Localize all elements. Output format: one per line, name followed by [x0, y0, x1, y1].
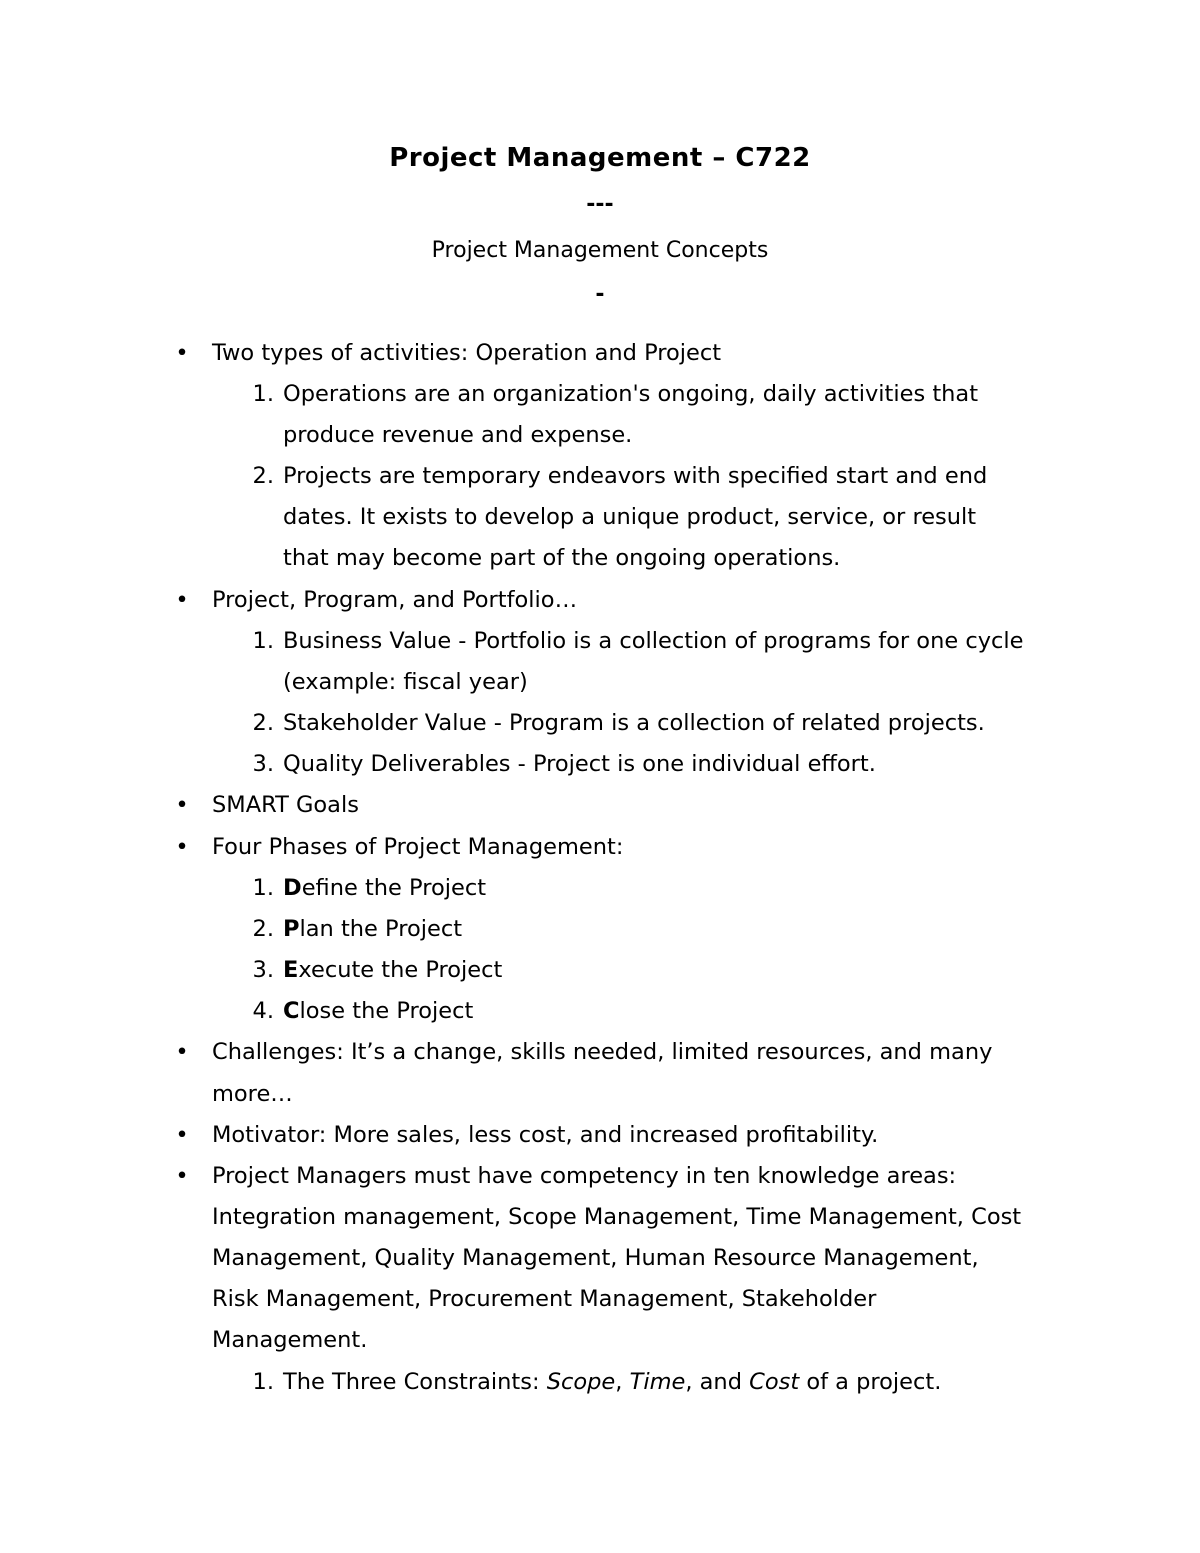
bullet-marker: •: [175, 1163, 189, 1189]
bullet-knowledge-areas-cont: Risk Management, Procurement Management, Stakeholder: [212, 1286, 877, 1312]
phase-initial: P: [283, 916, 300, 942]
phase-text: lan the Project: [299, 916, 463, 942]
list-item-projects: Projects are temporary endeavors with specified start and end: [283, 463, 988, 489]
list-item-quality-deliverables: Quality Deliverables - Project is one individual effort.: [283, 751, 876, 777]
phase-initial: C: [283, 998, 300, 1024]
bullet-smart-goals: SMART Goals: [212, 792, 359, 818]
list-item-phase-close: [283, 996, 473, 1026]
phase-initial: E: [283, 957, 299, 983]
list-item-business-value-cont: (example: fiscal year): [283, 669, 528, 695]
bullet-marker: •: [175, 340, 189, 366]
bullet-activity-types: Two types of activities: Operation and Project: [212, 340, 722, 366]
bullet-marker: •: [175, 1122, 189, 1148]
constraints-tail: of a project.: [799, 1369, 942, 1395]
bullet-knowledge-areas-cont: Management, Quality Management, Human Resource Management,: [212, 1245, 979, 1271]
list-item-operations: Operations are an organization's ongoing, daily activities that: [283, 381, 979, 407]
list-item-projects-cont: that may become part of the ongoing operations.: [283, 545, 841, 571]
bullet-challenges: Challenges: It’s a change, skills needed, limited resources, and many: [212, 1039, 993, 1065]
bullet-knowledge-areas-cont: Management.: [212, 1327, 368, 1353]
constraints-and: , and: [685, 1369, 750, 1395]
list-number: 3.: [252, 751, 274, 777]
bullet-marker: •: [175, 792, 189, 818]
bullet-marker: •: [175, 1039, 189, 1065]
list-number: 3.: [252, 957, 274, 983]
document-title: Project Management – C722: [389, 143, 811, 173]
list-number: 1.: [252, 628, 274, 654]
constraint-scope: Scope: [546, 1369, 616, 1395]
bullet-four-phases: Four Phases of Project Management:: [212, 834, 624, 860]
bullet-challenges-cont: more…: [212, 1081, 293, 1107]
heading-separator: -: [595, 282, 605, 307]
constraints-lead: The Three Constraints:: [283, 1369, 547, 1395]
bullet-marker: •: [175, 834, 189, 860]
section-heading: Project Management Concepts: [431, 238, 769, 263]
list-item-projects-cont: dates. It exists to develop a unique product, service, or result: [283, 504, 977, 530]
list-number: 1.: [252, 1369, 274, 1395]
constraint-cost: Cost: [749, 1369, 800, 1395]
phase-text: lose the Project: [299, 998, 474, 1024]
list-item-business-value: Business Value - Portfolio is a collection of programs for one cycle: [283, 628, 1024, 654]
list-item-operations-cont: produce revenue and expense.: [283, 422, 633, 448]
bullet-marker: •: [175, 587, 189, 613]
list-item-three-constraints: [283, 1367, 941, 1397]
bullet-project-program-portfolio: Project, Program, and Portfolio…: [212, 587, 578, 613]
list-item-phase-define: [283, 873, 486, 903]
phase-initial: D: [283, 875, 302, 901]
constraints-comma: ,: [615, 1369, 630, 1395]
list-number: 1.: [252, 381, 274, 407]
title-separator: ---: [586, 192, 614, 217]
phase-text: efine the Project: [301, 875, 487, 901]
phase-text: xecute the Project: [298, 957, 503, 983]
list-number: 2.: [252, 463, 274, 489]
bullet-knowledge-areas-cont: Integration management, Scope Management, Time Management, Cost: [212, 1204, 1022, 1230]
constraint-time: Time: [629, 1369, 686, 1395]
bullet-motivator: Motivator: More sales, less cost, and increased profitability.: [212, 1122, 879, 1148]
list-item-phase-execute: [283, 955, 502, 985]
bullet-knowledge-areas: Project Managers must have competency in ten knowledge areas:: [212, 1163, 957, 1189]
list-number: 1.: [252, 875, 274, 901]
list-number: 2.: [252, 916, 274, 942]
list-item-stakeholder-value: Stakeholder Value - Program is a collection of related projects.: [283, 710, 985, 736]
list-item-phase-plan: [283, 914, 462, 944]
list-number: 2.: [252, 710, 274, 736]
list-number: 4.: [252, 998, 274, 1024]
